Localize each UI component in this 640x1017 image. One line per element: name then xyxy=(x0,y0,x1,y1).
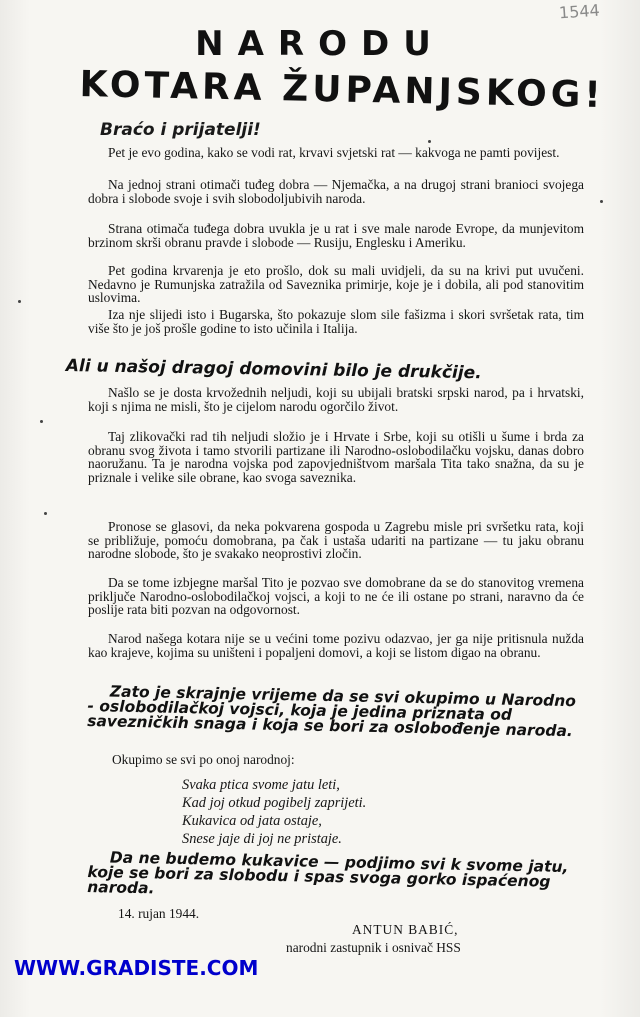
paragraph-text: Pronose se glasovi, da neka pokvarena gospoda u Zagrebu misle pri svršetku rata, koji se približuje, pomoću domobrana, pa čak i ustaša udariti na partizane — tu jaku obranu narodne slobode, što je svakako neoprostivi zločin. xyxy=(88,519,584,561)
paragraph-text: Narod našega kotara nije se u većini tome pozivu odazvao, jer ga nije pritisnula nužda kao krajeve, kojima su uništeni i popaljeni domovi, a koji se listom digao na obranu. xyxy=(88,631,584,660)
paragraph-text: Strana otimača tuđega dobra uvukla je u rat i sve male narode Evrope, da munjevitom brzinom skrši obranu pravde i slobode — Rusiju, Englesku i Ameriku. xyxy=(88,221,584,250)
signature-title: narodni zastupnik i osnivač HSS xyxy=(286,940,461,955)
paragraph-7 xyxy=(88,430,584,484)
paragraph-text: Pet je evo godina, kako se vodi rat, krvavi svjetski rat — kakvoga ne pamti povijest. xyxy=(108,145,560,160)
paragraph-4 xyxy=(88,264,584,305)
poem-line: Snese jaje di joj ne pristaje. xyxy=(182,831,342,847)
ink-speck xyxy=(40,420,43,423)
paragraph-1 xyxy=(88,146,584,160)
archive-number: 1544 xyxy=(558,0,601,23)
paragraph-6 xyxy=(88,386,584,413)
signature-name: ANTUN BABIĆ, xyxy=(352,922,459,937)
poem-line: Svaka ptica svome jatu leti, xyxy=(182,777,340,793)
paragraph-5 xyxy=(88,308,584,335)
poem-intro: Okupimo se svi po onoj narodnoj: xyxy=(112,752,295,767)
paragraph-3 xyxy=(88,222,584,249)
closing-call-text: Da ne budemo kukavice — podjimo svi k svome jatu, koje se bori za slobodu i spas svoga gorko ispaćenog naroda. xyxy=(87,848,569,898)
watermark: WWW.GRADISTE.COM xyxy=(14,956,259,980)
paragraph-8 xyxy=(88,520,584,561)
paragraph-text: Pet godina krvarenja je eto prošlo, dok su mali uvidjeli, da su na krivi put uvučeni. Nedavno je Rumunjska zatražila od Saveznika primirje, koje je i dobila, ali pod stanovitim uslovima. xyxy=(88,263,584,305)
poem-line: Kad joj otkud pogibelj zaprijeti. xyxy=(182,795,367,811)
title-line-2: KOTARA ŽUPANJSKOG! xyxy=(79,64,606,116)
poem xyxy=(182,776,502,848)
title-line-1: NARODU xyxy=(195,24,445,64)
ink-speck xyxy=(18,300,21,303)
paragraph-text: Da se tome izbjegne maršal Tito je pozvao sve domobrane da se do stanovitog vremena priključe Narodno-oslobodilačkoj vojsci, a koji to ne će ili ostane po strani, naravno da će poslije rata biti pozvan na odgovornost. xyxy=(88,575,584,617)
call-to-arms-text: Zato je skrajnje vrijeme da se svi okupimo u Narodno - oslobodilačkoj vojsci, koja je jedina priznata od savezničkih snaga i koja se bori za oslobođenje naroda. xyxy=(87,682,577,741)
poem-line: Kukavica od jata ostaje, xyxy=(182,813,322,829)
paragraph-2 xyxy=(88,178,584,205)
paragraph-9 xyxy=(88,576,584,617)
greeting: Braćo i prijatelji! xyxy=(100,120,261,140)
date: 14. rujan 1944. xyxy=(118,906,200,921)
call-to-arms xyxy=(87,684,578,739)
closing-call xyxy=(87,850,578,905)
ink-speck xyxy=(428,140,431,143)
paragraph-text: Našlo se je dosta krvožednih neljudi, koji su ubijali bratski srpski narod, pa i hrvatski, koji s njima ne misli, što je cijelom narodu ogorčilo život. xyxy=(88,385,584,414)
paragraph-text: Iza nje slijedi isto i Bugarska, što pokazuje slom sile fašizma i skori svršetak rata, tim više što je još prošle godine to isto učinila i Italija. xyxy=(88,307,584,336)
ink-speck xyxy=(44,512,47,515)
paragraph-text: Taj zlikovački rad tih neljudi složio je i Hrvate i Srbe, koji su otišli u šume i brda za obranu svog života i tamo stvorili partizane ili Narodno-oslobodilačku vojsku, danas dobro naoružanu. Ta je narodna vojska pod zapovjedništvom maršala Tita tako snažna, da su je priznale i velike sile obrane, kao svoga saveznika. xyxy=(88,429,584,485)
section-heading: Ali u našoj dragoj domovini bilo je drukčije. xyxy=(65,356,482,384)
ink-speck xyxy=(600,200,603,203)
paragraph-10 xyxy=(88,632,584,659)
paragraph-text: Na jednoj strani otimači tuđeg dobra — Njemačka, a na drugoj strani branioci svojega dobra i slobode svoje i svih slobodoljubivih naroda. xyxy=(88,177,584,206)
